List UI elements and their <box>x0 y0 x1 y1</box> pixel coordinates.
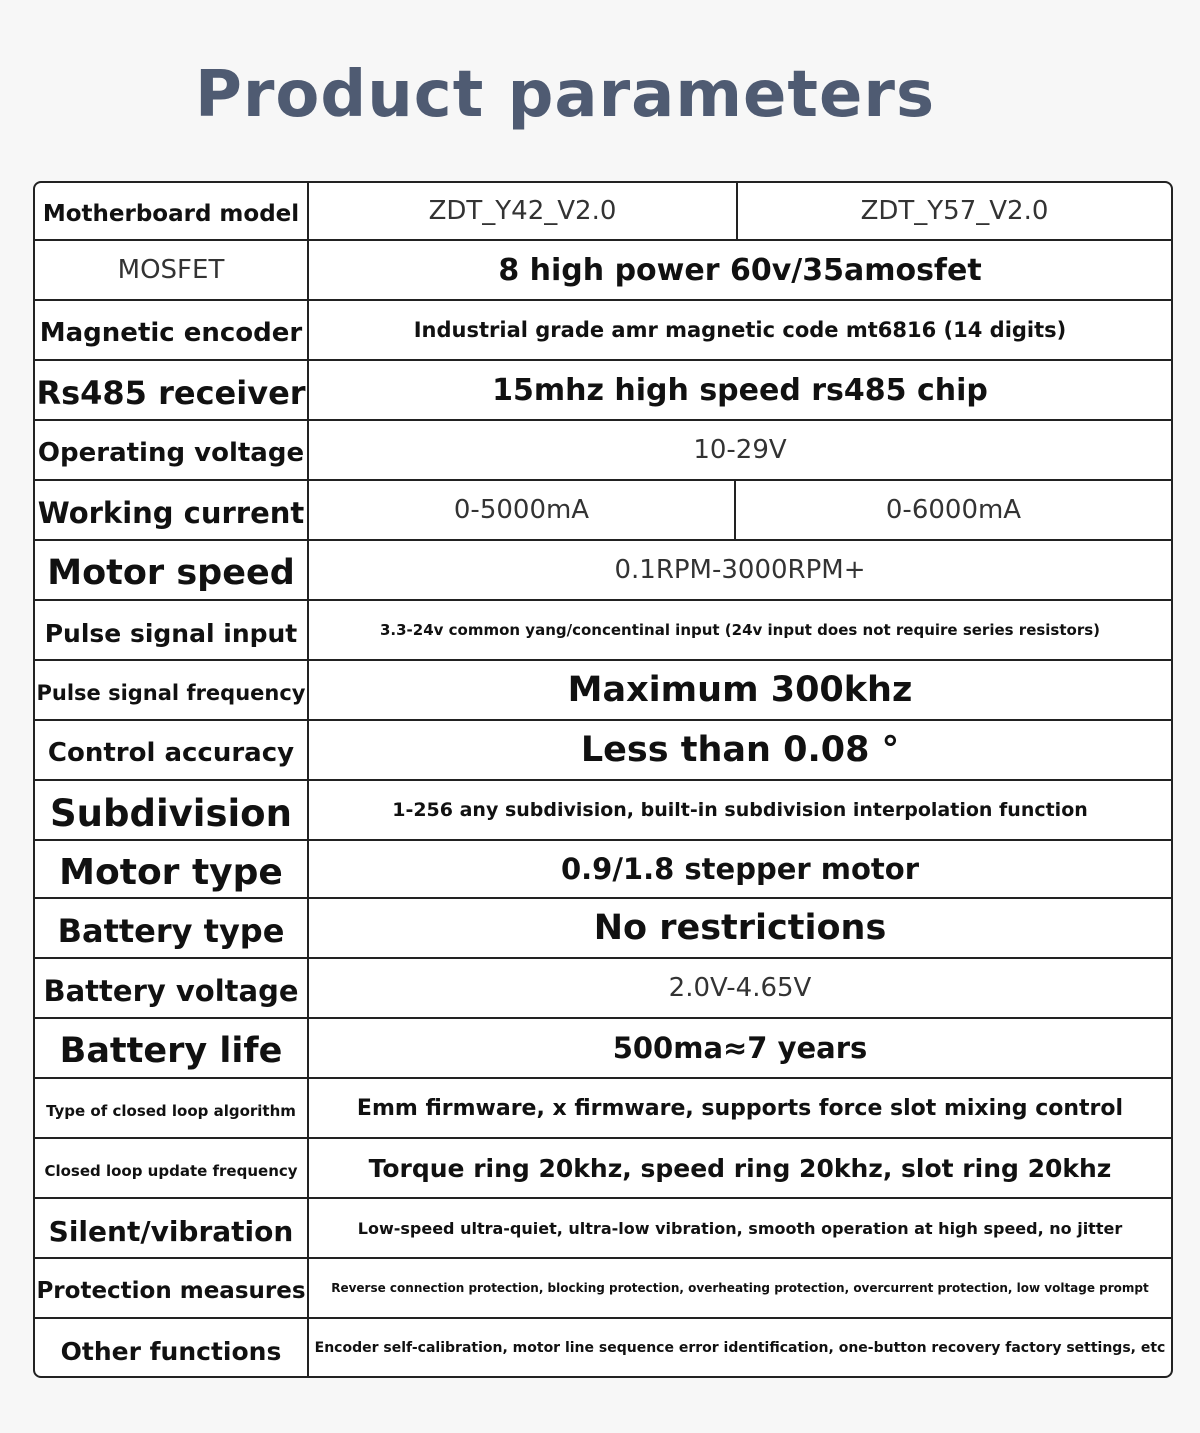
row-value: 500ma≈7 years <box>612 1031 868 1065</box>
row-label: Operating voltage <box>35 421 309 479</box>
row-value: Maximum 300khz <box>567 670 913 710</box>
table-row <box>35 1319 1171 1377</box>
row-value: Low-speed ultra-quiet, ultra-low vibration, smooth operation at high speed, no jitter <box>357 1218 1123 1238</box>
row-value: 0.1RPM-3000RPM+ <box>614 555 866 585</box>
row-value: Less than 0.08 ° <box>580 730 900 770</box>
row-value: No restrictions <box>593 908 887 948</box>
value-left: 0-5000mA <box>309 481 736 539</box>
row-value: 0.9/1.8 stepper motor <box>560 852 920 886</box>
row-label: Control accuracy <box>35 721 309 779</box>
row-value: 15mhz high speed rs485 chip <box>492 372 988 408</box>
row-label: Silent/vibration <box>35 1199 309 1257</box>
table-row <box>35 899 1171 959</box>
row-value: 2.0V-4.65V <box>668 973 812 1003</box>
value-right: 0-6000mA <box>885 495 1022 525</box>
row-value: 1-256 any subdivision, built-in subdivision interpolation function <box>392 799 1088 821</box>
table-row <box>35 841 1171 899</box>
value-left: ZDT_Y42_V2.0 <box>309 183 738 239</box>
row-label: Type of closed loop algorithm <box>35 1079 309 1137</box>
row-value: Torque ring 20khz, speed ring 20khz, slot ring 20khz <box>368 1153 1112 1183</box>
table-row <box>35 421 1171 481</box>
row-value <box>309 183 1171 239</box>
table-row <box>35 781 1171 841</box>
row-label: Magnetic encoder <box>35 301 309 359</box>
table-row <box>35 481 1171 541</box>
row-value: Emm firmware, x firmware, supports force slot mixing control <box>356 1095 1124 1121</box>
table-row <box>35 1199 1171 1259</box>
row-label: Closed loop update frequency <box>35 1139 309 1197</box>
table-row <box>35 1079 1171 1139</box>
table-row <box>35 661 1171 721</box>
table-row <box>35 721 1171 781</box>
row-label: Motor speed <box>35 541 309 599</box>
row-value: 8 high power 60v/35amosfet <box>498 252 982 288</box>
row-label: Protection measures <box>35 1259 309 1317</box>
row-label: Motor type <box>35 841 309 897</box>
table-row <box>35 1019 1171 1079</box>
row-label: Battery type <box>35 899 309 957</box>
row-label: Subdivision <box>35 781 309 839</box>
row-label: MOSFET <box>35 241 309 299</box>
table-row <box>35 1139 1171 1199</box>
row-label: Other functions <box>35 1319 309 1377</box>
table-row <box>35 183 1171 241</box>
parameters-table <box>33 181 1173 1378</box>
row-label: Pulse signal frequency <box>35 661 309 719</box>
row-value: 10-29V <box>693 435 787 465</box>
table-row <box>35 541 1171 601</box>
row-label: Working current <box>35 481 309 539</box>
table-row <box>35 601 1171 661</box>
table-row <box>35 241 1171 301</box>
row-label: Battery life <box>35 1019 309 1077</box>
row-label: Battery voltage <box>35 959 309 1017</box>
row-value: Industrial grade amr magnetic code mt6816 (14 digits) <box>413 318 1067 342</box>
row-label: Motherboard model <box>35 183 309 239</box>
row-value <box>309 481 1171 539</box>
value-right: ZDT_Y57_V2.0 <box>860 196 1049 226</box>
row-label: Rs485 receiver <box>35 361 309 419</box>
table-row <box>35 361 1171 421</box>
table-row <box>35 959 1171 1019</box>
table-row <box>35 301 1171 361</box>
row-value: Encoder self-calibration, motor line sequence error identification, one-button recovery factory settings, etc <box>314 1340 1166 1356</box>
row-value: 3.3-24v common yang/concentinal input (24v input does not require series resistors) <box>379 621 1101 639</box>
table-row <box>35 1259 1171 1319</box>
page-title: Product parameters <box>194 58 936 132</box>
row-value: Reverse connection protection, blocking protection, overheating protection, overcurrent protection, low voltage prompt <box>331 1281 1149 1295</box>
row-label: Pulse signal input <box>35 601 309 659</box>
